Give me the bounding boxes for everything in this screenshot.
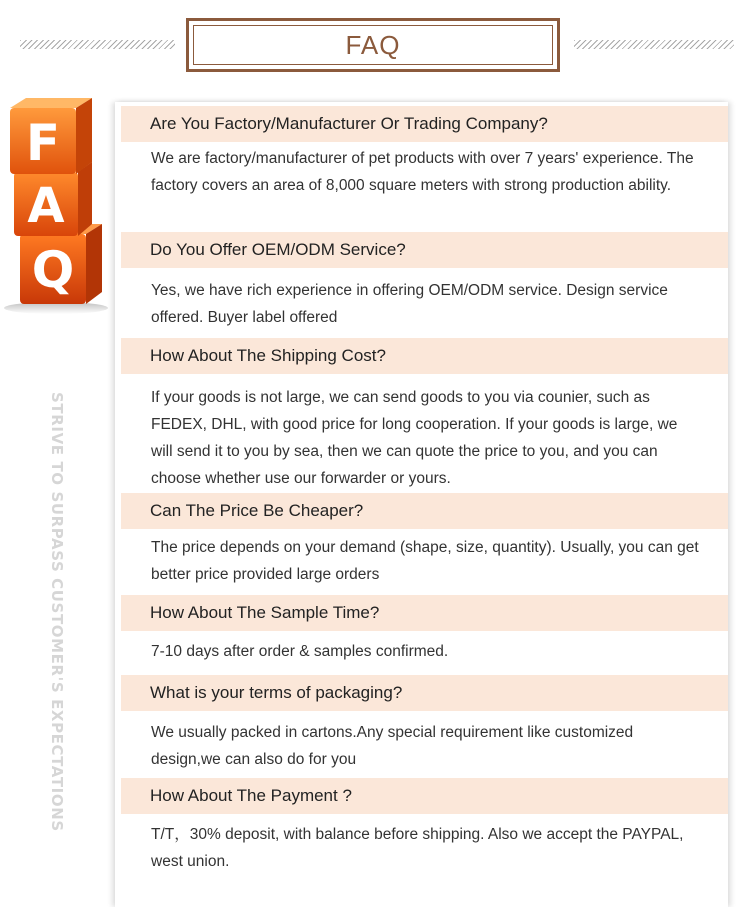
faq-question: How About The Sample Time? (121, 595, 728, 631)
faq-question: What is your terms of packaging? (121, 675, 728, 711)
faq-answer: We are factory/manufacturer of pet products with over 7 years' experience. The factory covers an area of 8,000 square meters with strong production ability. (151, 150, 694, 194)
side-slogan: STRIVE TO SURPASS CUSTOMER'S EXPECTATIONS (48, 392, 66, 832)
header (0, 0, 750, 90)
logo-letter-a: A (27, 178, 65, 234)
faq-answer: 7-10 days after order & samples confirmed. (151, 643, 449, 660)
logo-block-f (10, 98, 92, 174)
faq-question: How About The Shipping Cost? (121, 338, 728, 374)
faq-panel (115, 102, 728, 907)
faq-question: How About The Payment ? (121, 778, 728, 814)
header-hatch-right (574, 40, 734, 49)
faq-question: Can The Price Be Cheaper? (121, 493, 728, 529)
faq-answer: We usually packed in cartons.Any special requirement like customized design,we can also do for you (151, 724, 634, 768)
page-title: FAQ (193, 25, 553, 65)
logo-letter-f: F (25, 114, 61, 172)
faq-logo-blocks (0, 92, 112, 322)
title-box (186, 18, 560, 72)
faq-question: Are You Factory/Manufacturer Or Trading Company? (121, 106, 728, 142)
faq-answer: If your goods is not large, we can send goods to you via counier, such as FEDEX, DHL, with good price for long cooperation. If your goods is large, we will send it to you by sea, then we can quote the price to you, and you can choose whether use our forwarder or yours. (151, 389, 678, 487)
faq-answer: T/T，30% deposit, with balance before shipping. Also we accept the PAYPAL, west union. (151, 826, 684, 870)
logo-letter-q: Q (31, 241, 75, 299)
faq-answer: The price depends on your demand (shape, size, quantity). Usually, you can get better price provided large orders (151, 539, 699, 583)
header-hatch-left (20, 40, 175, 49)
faq-question: Do You Offer OEM/ODM Service? (121, 232, 728, 268)
faq-answer: Yes, we have rich experience in offering OEM/ODM service. Design service offered. Buyer label offered (151, 282, 668, 326)
